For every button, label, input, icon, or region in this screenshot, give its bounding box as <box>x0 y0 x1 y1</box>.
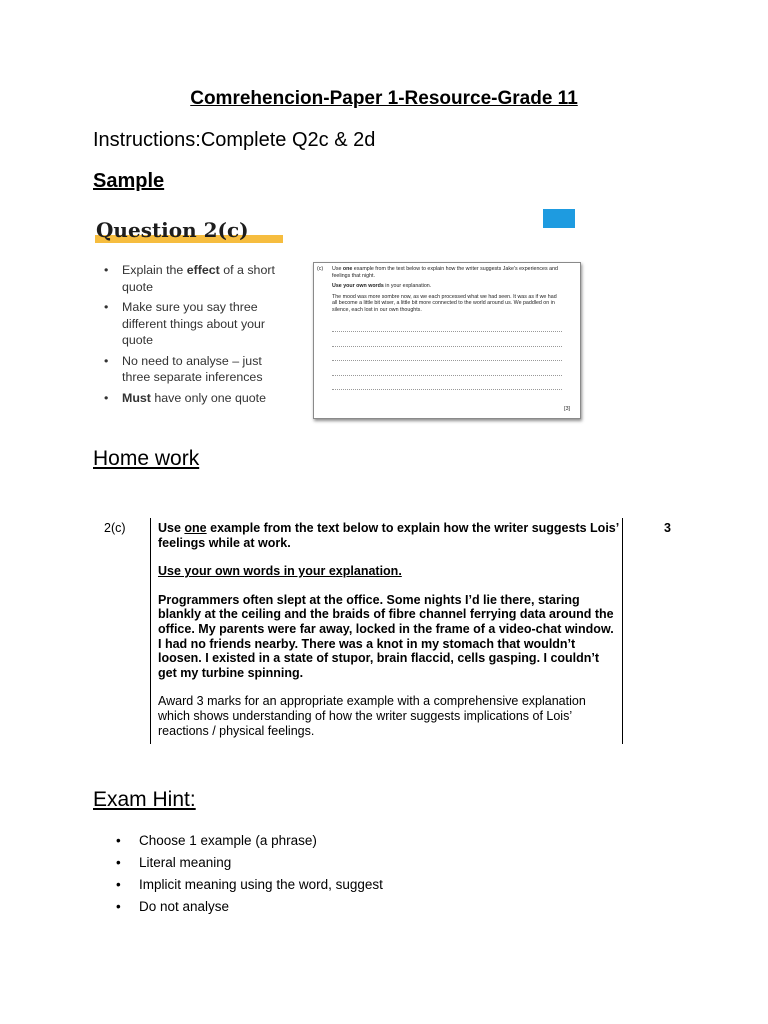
homework-heading: Home work <box>93 447 200 470</box>
slide-tip-list <box>102 262 288 410</box>
question-content <box>158 521 620 738</box>
card-marks: [3] <box>564 406 570 413</box>
card-body <box>332 266 558 390</box>
slide-tip-item <box>102 390 288 407</box>
answer-line <box>332 332 562 347</box>
card-prompt-bold: one <box>342 266 353 272</box>
slide-tip-text: Make sure you say three different things about your quote <box>122 300 266 347</box>
answer-line <box>332 361 562 376</box>
card-own-words-text: in your explanation. <box>383 283 432 290</box>
card-own-words-bold: Use your own words <box>332 283 384 290</box>
card-own-words <box>332 283 558 290</box>
card-prompt <box>332 266 558 279</box>
exam-hint-item: • Do not analyse <box>116 898 616 920</box>
slide-tip-item <box>102 299 288 349</box>
answer-line <box>332 318 562 333</box>
answer-line <box>332 347 562 362</box>
question-prompt-underlined: one <box>184 521 207 535</box>
slide-tip-item <box>102 353 288 386</box>
question-prompt <box>158 521 620 550</box>
slide-tip-text: No need to analyse – just three separate inferences <box>122 353 263 384</box>
question-award-guidance: Award 3 marks for an appropriate example with a comprehensive explanation which shows understanding of how the writer suggests implications of Lois’ reactions / physical feelings. <box>158 694 586 738</box>
slide-tip-text: have only one quote <box>150 390 266 405</box>
question-border-left <box>150 518 151 744</box>
answer-lines <box>332 318 558 391</box>
question-own-words-instruction: Use your own words in your explanation. <box>158 564 402 579</box>
card-passage: The mood was more sombre now, as we each processed what we had seen. It was as if we had all become a little bit wiser, a little bit more connected to the world around us. We paddled on in silence, each lost in our own thoughts. <box>332 293 557 313</box>
exam-hint-item: • Choose 1 example (a phrase) <box>116 832 616 854</box>
slide-tip-text: Explain the <box>122 263 187 277</box>
card-question-label: (c) <box>317 266 324 272</box>
question-passage: Programmers often slept at the office. Some nights I’d lie there, staring blankly at the ceiling and the braids of fibre channel ferrying data around the office. My parents were far away, locked in the frame of a video-chat window. I had no friends nearby. There was a knot in my stomach that wouldn’t loosen. I existed in a state of stupor, brain flaccid, cells gasping. I couldn’t get my turbine spinning. <box>158 592 614 680</box>
question-prompt-text: Use <box>158 521 185 535</box>
slide-tip-bold: effect <box>186 263 220 277</box>
page-title: Comrehencion-Paper 1-Resource-Grade 11 <box>190 88 578 109</box>
question-number: 2(c) <box>104 521 126 535</box>
question-border-right <box>622 518 623 744</box>
slide-question-card <box>313 262 581 419</box>
card-prompt-text: example from the text below to explain how the writer suggests Jake's experiences and feelings that night. <box>332 266 558 279</box>
card-prompt-text: Use <box>332 266 343 272</box>
exam-hint-list <box>116 832 616 920</box>
sample-heading: Sample <box>93 170 165 192</box>
answer-line <box>332 376 562 391</box>
exam-hint-item: • Literal meaning <box>116 854 616 876</box>
exam-hint-item: • Implicit meaning using the word, suggest <box>116 876 616 898</box>
exam-hint-heading: Exam Hint: <box>93 788 196 811</box>
question-marks: 3 <box>664 521 671 535</box>
slide-decorative-blue-box <box>543 209 575 228</box>
slide-tip-bold: Must <box>122 390 151 405</box>
slide-tip-text: of a short quote <box>122 263 275 294</box>
slide-question-heading: Question 2(c) <box>96 218 249 242</box>
question-prompt-text: example from the text below to explain how the writer suggests Lois’ feelings while at work. <box>158 521 619 550</box>
slide-tip-item <box>102 262 288 295</box>
instructions-text: Instructions:Complete Q2c & 2d <box>93 129 376 151</box>
